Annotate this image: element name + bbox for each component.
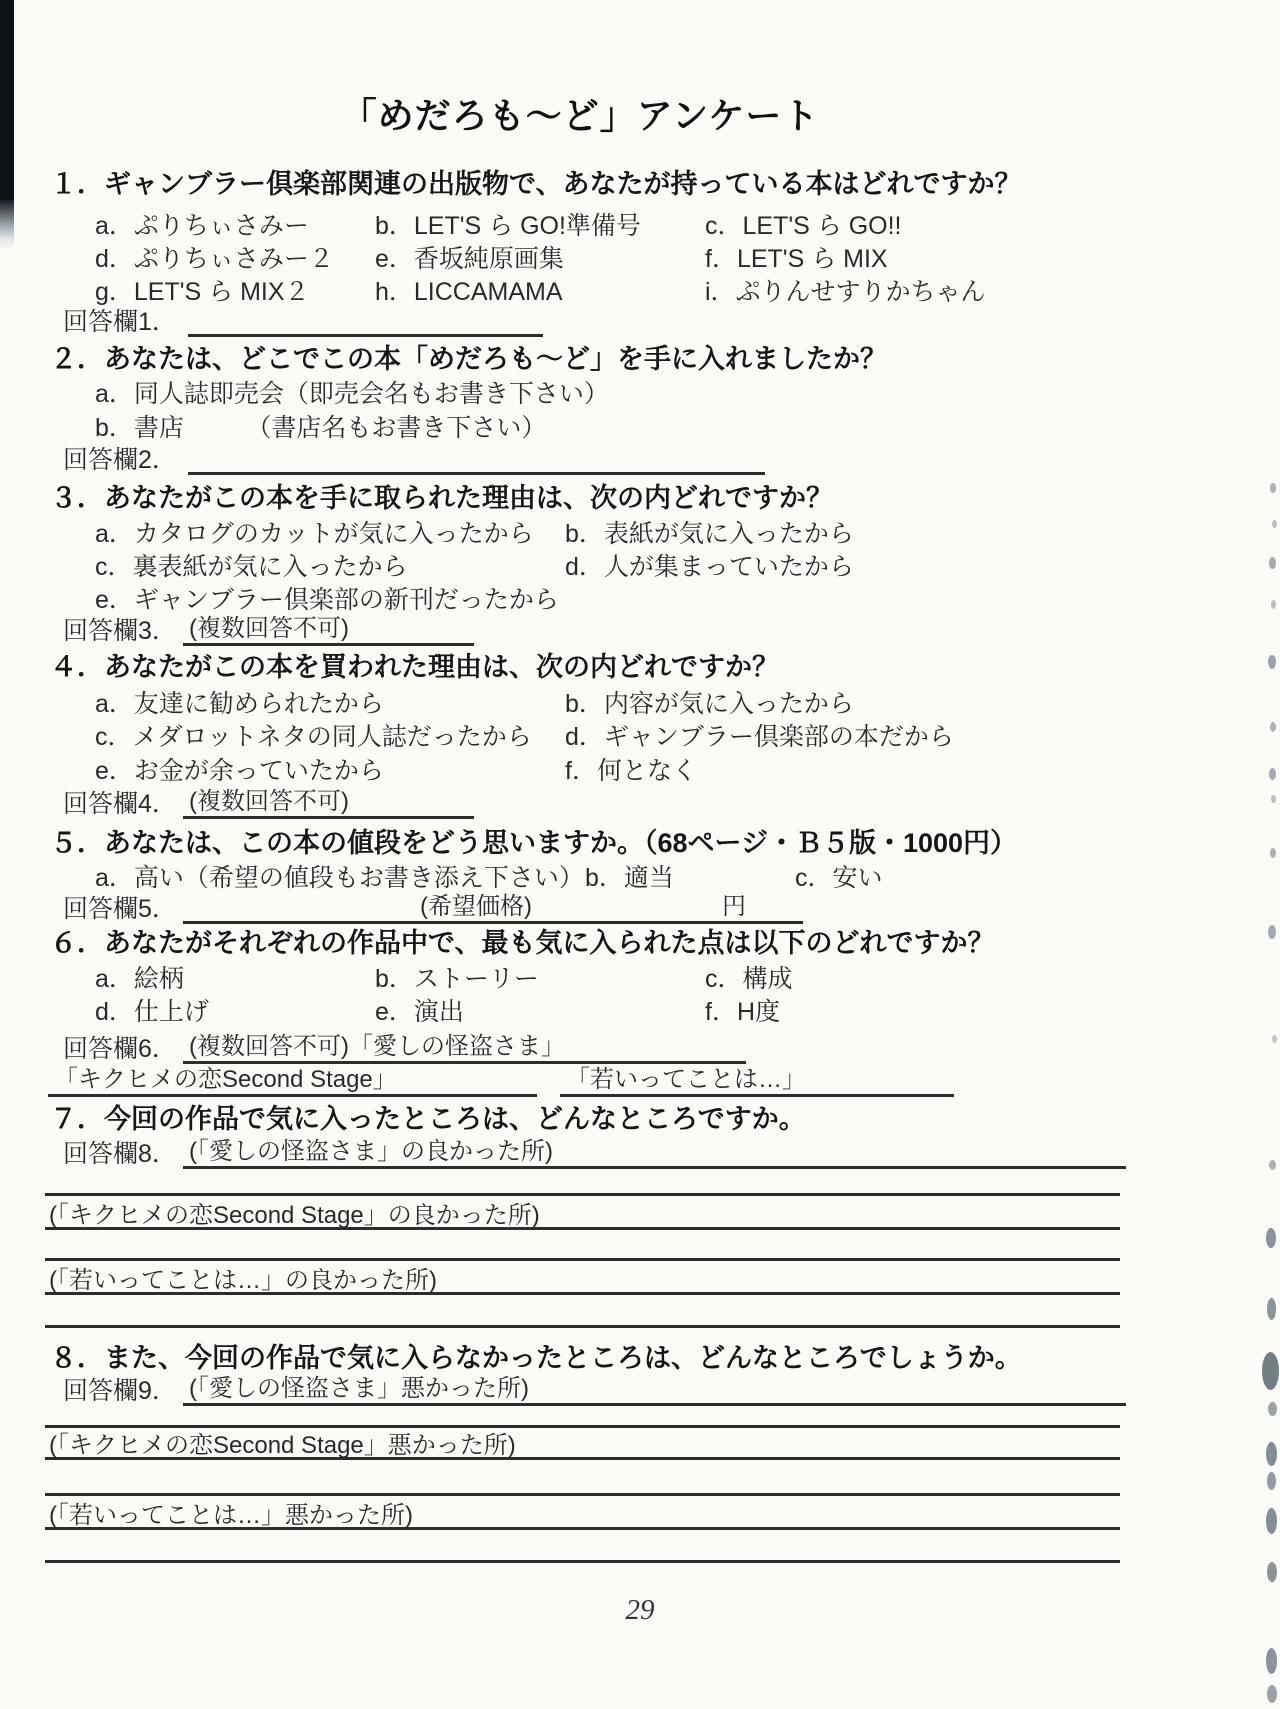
question-3-heading: ３．あなたがこの本を手に取られた理由は、次の内どれですか？ <box>50 483 833 513</box>
answer-label-1: 回答欄1． <box>63 308 177 336</box>
question-6-option-e: e．演出 <box>375 998 464 1026</box>
answer-blank-3 <box>183 615 474 646</box>
question-1-option-d: d．ぷりちぃさみー２ <box>95 245 334 273</box>
answer-label-9: 回答欄9． <box>63 1377 177 1405</box>
scan-artifact <box>1270 483 1276 493</box>
question-8-heading: ８．また、今回の作品で気に入らなかったところは、どんなところでしょうか。 <box>50 1343 1022 1373</box>
question-4-option-d: d．ギャンブラー倶楽部の本だから <box>565 723 954 751</box>
question-4-option-b: b．内容が気に入ったから <box>565 690 854 718</box>
question-1-option-i: i．ぷりんせすりかちゃん <box>705 278 986 306</box>
answer-sublabel-bad-wakai: (「若いってことは…」悪かった所) <box>49 1502 413 1529</box>
answer-line <box>45 1425 1120 1428</box>
scan-artifact <box>1270 848 1276 858</box>
scan-artifact <box>1266 1442 1277 1466</box>
answer-line <box>45 1560 1120 1563</box>
answer-note-6: (複数回答不可)「愛しの怪盗さま」 <box>189 1033 565 1060</box>
answer-line <box>45 1493 1120 1496</box>
answer-blank-9-3 <box>45 1502 1120 1530</box>
question-6-option-a: a．絵柄 <box>95 965 184 993</box>
scan-artifact <box>1267 1562 1277 1582</box>
question-2-heading: ２．あなたは、どこでこの本「めだろも〜ど」を手に入れましたか？ <box>50 344 887 374</box>
answer-line <box>45 1325 1120 1328</box>
question-7-heading: ７．今回の作品で気に入ったところは、どんなところですか。 <box>50 1104 806 1134</box>
question-5-option-a: a．高い（希望の値段もお書き添え下さい） <box>95 864 584 892</box>
answer-line <box>45 1193 1120 1196</box>
answer-blank-6 <box>183 1033 746 1064</box>
question-1-option-f: f．LET'S ら MIX <box>705 245 888 273</box>
question-1-option-c: c．LET'S ら GO!! <box>705 212 902 240</box>
answer-sublabel-good-kikuhime: (「キクヒメの恋Second Stage」の良かった所) <box>49 1202 540 1229</box>
question-1-option-b: b．LET'S ら GO!準備号 <box>375 212 641 240</box>
scan-artifact <box>1269 557 1276 569</box>
answer-unit-yen: 円 <box>721 893 746 920</box>
question-6-option-d: d．仕上げ <box>95 998 209 1026</box>
question-4-option-f: f．何となく <box>565 757 697 785</box>
answer-sublabel-good-wakai: (「若いってことは…」の良かった所) <box>49 1267 437 1294</box>
answer-blank-4 <box>183 788 474 819</box>
answer-sublabel-good-kaitou: (「愛しの怪盗さま」の良かった所) <box>189 1138 553 1165</box>
scan-edge-strip-fade <box>0 198 14 250</box>
question-3-option-b: b．表紙が気に入ったから <box>565 520 854 548</box>
question-4-option-a: a．友達に勧められたから <box>95 690 384 718</box>
answer-sublabel-bad-kaitou: (「愛しの怪盗さま」悪かった所) <box>189 1375 529 1402</box>
scan-artifact <box>1271 600 1276 609</box>
question-6-option-b: b．ストーリー <box>375 965 539 993</box>
scan-artifact <box>1267 1472 1276 1490</box>
answer-label-4: 回答欄4． <box>63 790 177 818</box>
answer-blank-2 <box>188 472 765 475</box>
scan-artifact <box>1266 1228 1276 1248</box>
answer-sublabel-kikuhime: 「キクヒメの恋Second Stage」 <box>54 1066 397 1093</box>
answer-note-price: (希望価格) <box>420 893 532 920</box>
question-5-option-b: b．適当 <box>585 864 674 892</box>
question-3-option-c: c．裏表紙が気に入ったから <box>95 553 408 581</box>
survey-title: 「めだろも〜ど」アンケート <box>340 95 820 136</box>
answer-label-6: 回答欄6． <box>63 1035 177 1063</box>
scan-artifact <box>1267 1685 1277 1703</box>
scan-artifact <box>1269 768 1276 780</box>
question-4-heading: ４．あなたがこの本を買われた理由は、次の内どれですか？ <box>50 652 779 682</box>
question-1-option-h: h．LICCAMAMA <box>375 278 563 306</box>
scan-artifact <box>1272 1035 1277 1043</box>
answer-sublabel-wakai: 「若いってことは…」 <box>566 1066 806 1093</box>
question-6-option-c: c．構成 <box>705 965 793 993</box>
question-3-option-d: d．人が集まっていたから <box>565 553 854 581</box>
answer-blank-8-2 <box>45 1202 1120 1230</box>
question-3-option-a: a．カタログのカットが気に入ったから <box>95 520 534 548</box>
answer-blank-8-1 <box>183 1138 1126 1169</box>
question-1-heading: １．ギャンブラー倶楽部関連の出版物で、あなたが持っている本はどれですか？ <box>50 169 1022 199</box>
answer-label-2: 回答欄2． <box>63 446 177 474</box>
scan-artifact <box>1271 795 1276 803</box>
question-5-heading: ５．あなたは、この本の値段をどう思いますか。（68ページ・Ｂ５版・1000円） <box>50 828 1018 858</box>
question-6-option-f: f．H度 <box>705 998 781 1026</box>
scan-artifact <box>1268 925 1276 939</box>
scan-artifact <box>1269 1160 1276 1170</box>
question-5-option-c: c．安い <box>795 864 883 892</box>
question-4-option-c: c．メダロットネタの同人誌だったから <box>95 723 532 751</box>
answer-label-8: 回答欄8． <box>63 1140 177 1168</box>
answer-note-4: (複数回答不可) <box>189 788 349 815</box>
answer-sublabel-bad-kikuhime: (「キクヒメの恋Second Stage」悪かった所) <box>49 1432 516 1459</box>
answer-blank-1 <box>188 334 543 337</box>
scan-artifact <box>1272 520 1277 528</box>
question-1-option-g: g．LET'S ら MIX２ <box>95 278 310 306</box>
question-2-option-b: b．書店 （書店名もお書き下さい） <box>95 414 547 442</box>
question-1-option-a: a．ぷりちぃさみー <box>95 212 309 240</box>
answer-blank-8-3 <box>45 1267 1120 1295</box>
answer-blank-5 <box>183 893 803 924</box>
scan-artifact <box>1270 722 1276 732</box>
answer-blank-6-wakai <box>560 1066 954 1097</box>
answer-blank-9-2 <box>45 1432 1120 1460</box>
answer-line <box>45 1258 1120 1261</box>
scan-artifact <box>1266 1508 1277 1534</box>
question-1-option-e: e．香坂純原画集 <box>375 245 564 273</box>
scan-artifact <box>1262 1352 1279 1390</box>
answer-blank-9-1 <box>183 1375 1126 1406</box>
answer-blank-6-kikuhime <box>48 1066 537 1097</box>
answer-label-5: 回答欄5． <box>63 895 177 923</box>
question-3-option-e: e．ギャンブラー倶楽部の新刊だったから <box>95 586 559 614</box>
scan-artifact <box>1268 1402 1277 1416</box>
scan-artifact <box>1266 1648 1277 1674</box>
question-6-heading: ６．あなたがそれぞれの作品中で、最も気に入られた点は以下のどれですか？ <box>50 928 995 958</box>
answer-label-3: 回答欄3． <box>63 617 177 645</box>
answer-note-3: (複数回答不可) <box>189 615 349 642</box>
question-4-option-e: e．お金が余っていたから <box>95 757 384 785</box>
question-2-option-a: a．同人誌即売会（即売会名もお書き下さい） <box>95 380 609 408</box>
page-number: 29 <box>625 1594 655 1626</box>
scan-artifact <box>1267 1298 1276 1320</box>
scan-artifact <box>1268 655 1276 669</box>
